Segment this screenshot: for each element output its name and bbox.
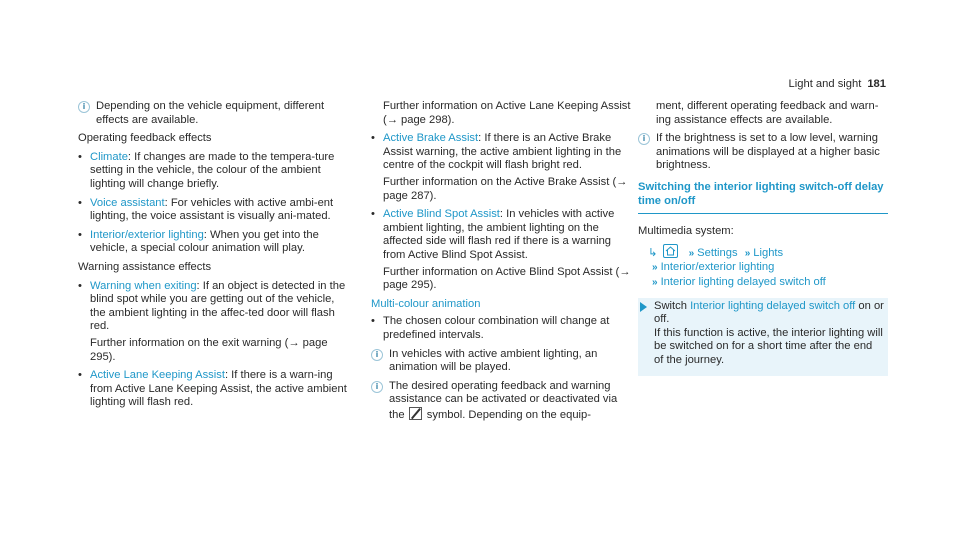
bullet-blind-spot: • Active Blind Spot Assist: In vehicles with active ambient lighting, the ambient lighting on the affected side will flash red if there is a warning from Active Blind Spot Assist. Further information on Active Blind Spot Assist (→ page 295). xyxy=(371,208,631,292)
climate-link[interactable]: Climate xyxy=(90,150,128,163)
info-icon: i xyxy=(638,133,650,145)
note-equipment: i Depending on the vehicle equipment, different effects are available. xyxy=(78,100,353,127)
blind-spot-link[interactable]: Active Blind Spot Assist xyxy=(383,208,500,221)
lights-menu-item[interactable]: Lights xyxy=(753,246,784,259)
note-brightness: i If the brightness is set to a low level, warning animations will be displayed at a higher basic brightness. xyxy=(638,132,888,173)
step-detail: If this function is active, the interior lighting will be switched on for a short time after the end of the journey. xyxy=(654,326,883,366)
page-number: 181 xyxy=(867,78,886,90)
blind-spot-reference[interactable]: Further information on Active Blind Spot Assist (→ page 295). xyxy=(383,265,631,292)
info-icon: i xyxy=(78,101,90,113)
equipment-continued: ment, different operating feedback and warn-ing assistance effects are available. xyxy=(656,100,879,126)
settings-menu-item[interactable]: Settings xyxy=(697,246,738,259)
active-brake-link[interactable]: Active Brake Assist xyxy=(383,132,479,145)
menu-path xyxy=(648,244,888,290)
bullet-interior-lighting: • Interior/exterior lighting: When you get into the vehicle, a special colour animation will play. xyxy=(78,228,319,255)
section-label: Light and sight xyxy=(788,78,862,90)
note-animation: i In vehicles with active ambient lighting, an animation will be played. xyxy=(371,348,631,375)
warning-assistance-title: Warning assistance effects xyxy=(78,260,212,273)
chevron-right-icon: » xyxy=(652,276,658,288)
pen-icon xyxy=(409,407,422,420)
chevron-right-icon: » xyxy=(744,247,751,259)
delayed-switch-off-menu-item[interactable]: Interior lighting delayed switch off xyxy=(660,275,826,288)
bullet-active-brake: • Active Brake Assist: If there is an Active Brake Assist warning, the active ambient lighting in the centre of the cockpit will flash bright red. Further information on the Active Brake Assist (→ page 287). xyxy=(371,132,631,203)
exit-warning-reference[interactable]: Further information on the exit warning (→ page 295). xyxy=(90,336,328,363)
brake-assist-reference[interactable]: Further information on the Active Brake Assist (→ page 287). xyxy=(383,175,628,202)
step-arrow-icon xyxy=(640,302,647,312)
bullet-voice-assistant: • Voice assistant: For vehicles with active ambi-ent lighting, the voice assistant is visually ani-mated. xyxy=(78,196,334,223)
voice-assistant-link[interactable]: Voice assistant xyxy=(90,196,165,209)
section-title: Switching the interior lighting switch-off delay time on/off xyxy=(638,181,888,214)
note-operating-feedback: i The desired operating feedback and warning assistance can be activated or deactivated via the symbol. Depending on the equip- xyxy=(371,380,631,423)
column-3 xyxy=(638,100,888,376)
delayed-switch-off-function[interactable]: Interior lighting delayed switch off xyxy=(690,299,856,312)
lane-keeping-reference[interactable]: Further information on Active Lane Keeping Assist (→ page 298). xyxy=(383,100,631,126)
info-icon: i xyxy=(371,349,383,361)
bullet-colour-combination: • The chosen colour combination will change at predefined intervals. xyxy=(371,315,610,341)
column-2 xyxy=(371,100,631,427)
multi-colour-title: Multi-colour animation xyxy=(371,297,481,310)
info-icon: i xyxy=(371,381,383,393)
running-header xyxy=(786,78,886,92)
column-1 xyxy=(78,100,353,415)
multimedia-system-label: Multimedia system: xyxy=(638,225,734,238)
interior-exterior-menu-item[interactable]: Interior/exterior lighting xyxy=(660,261,775,274)
instruction-step: Switch Interior lighting delayed switch off on or off. If this function is active, the interior lighting will be switched on for a short time after the end of the journey. xyxy=(638,298,888,376)
lane-keeping-link[interactable]: Active Lane Keeping Assist xyxy=(90,369,225,382)
chevron-right-icon: » xyxy=(652,262,658,274)
bullet-warning-exiting: • Warning when exiting: If an object is detected in the blind spot while you are getting out of the vehicle, the ambient lighting in the affec-ted door will flash red. Further information on the exit warning (→ page 295). xyxy=(78,280,353,365)
bullet-climate: • Climate: If changes are made to the tempera-ture setting in the vehicle, the colour of the ambient lighting will change briefly. xyxy=(78,150,335,190)
bullet-lane-keeping: • Active Lane Keeping Assist: If there is a warn-ing from Active Lane Keeping Assist, the active ambient lighting will flash red. xyxy=(78,369,347,409)
warning-exiting-link[interactable]: Warning when exiting xyxy=(90,279,197,292)
return-arrow-icon: ↳ xyxy=(648,246,658,259)
home-icon[interactable] xyxy=(663,244,678,258)
operating-feedback-title: Operating feedback effects xyxy=(78,132,212,145)
chevron-right-icon: » xyxy=(688,247,695,259)
interior-exterior-lighting-link[interactable]: Interior/exterior lighting xyxy=(90,228,204,241)
